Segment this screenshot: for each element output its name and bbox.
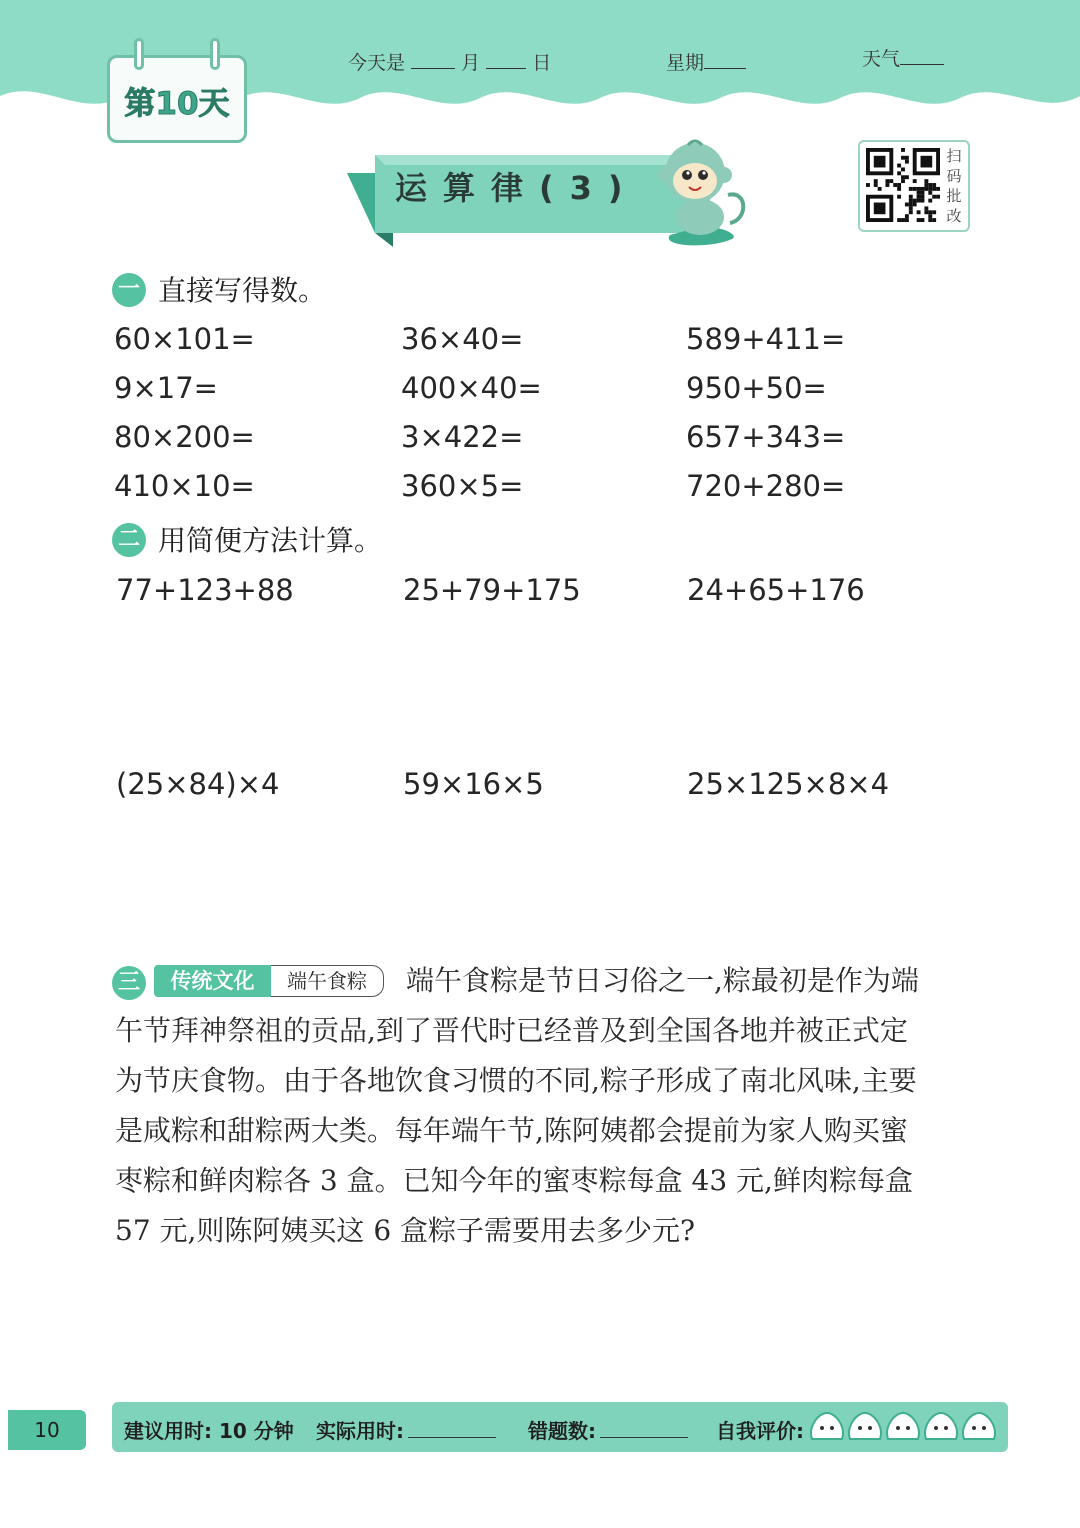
- story-line: 端午食粽是节日习俗之一,粽最初是作为端: [406, 964, 919, 997]
- section-badge: 一: [112, 273, 146, 307]
- errors-label: 错题数:: [528, 1419, 596, 1443]
- exercise-item: 3×422=: [401, 420, 524, 454]
- story-line: 57 元,则陈阿姨买这 6 盒粽子需要用去多少元?: [115, 1214, 696, 1247]
- exercise-item: 24+65+176: [687, 573, 865, 607]
- day-calendar-badge: [107, 55, 247, 143]
- calendar-ring: [134, 38, 144, 70]
- calendar-ring: [210, 38, 220, 70]
- actual-time-blank[interactable]: [408, 1423, 496, 1438]
- exercise-item: 25×125×8×4: [687, 767, 890, 801]
- date-blank[interactable]: [486, 50, 526, 69]
- qr-caption-char: 码: [946, 167, 962, 185]
- today-label: 今天是: [348, 52, 406, 74]
- weather-blank[interactable]: [900, 46, 944, 65]
- culture-tag-main: 传统文化: [154, 965, 271, 997]
- weekday-label: 星期: [666, 52, 705, 74]
- month-blank[interactable]: [411, 50, 455, 69]
- exercise-item: 400×40=: [401, 371, 542, 405]
- rating-face-icon[interactable]: [884, 1409, 922, 1445]
- rating-face-icon[interactable]: [846, 1409, 884, 1445]
- exercise-item: 59×16×5: [403, 767, 544, 801]
- story-line: 枣粽和鲜肉粽各 3 盒。已知今年的蜜枣粽每盒 43 元,鲜肉粽每盒: [115, 1164, 913, 1197]
- exercise-item: 36×40=: [401, 322, 524, 356]
- story-line: 为节庆食物。由于各地饮食习惯的不同,粽子形成了南北风味,主要: [115, 1064, 917, 1097]
- month-label: 月: [461, 52, 481, 74]
- day-label: 第10天: [124, 86, 230, 122]
- weather-field[interactable]: [862, 44, 944, 71]
- story-line: 午节拜神祭祖的贡品,到了晋代时已经普及到全国各地并被正式定: [115, 1014, 908, 1047]
- suggested-time: 建议用时: 10 分钟: [124, 1419, 294, 1443]
- exercise-item: (25×84)×4: [116, 767, 280, 801]
- exercise-item: 360×5=: [401, 469, 524, 503]
- qr-caption-char: 批: [946, 187, 962, 205]
- rating-face-icon[interactable]: [808, 1409, 846, 1445]
- rating-face-icon[interactable]: [960, 1409, 998, 1445]
- exercise-item: 60×101=: [114, 322, 255, 356]
- page-title: 运算律(3): [395, 169, 639, 207]
- qr-code-icon[interactable]: [866, 148, 940, 226]
- actual-time-label: 实际用时:: [316, 1419, 404, 1443]
- date-label: 日: [532, 52, 552, 74]
- weather-label: 天气: [862, 48, 901, 70]
- exercise-item: 25+79+175: [403, 573, 581, 607]
- rating-face-icon[interactable]: [922, 1409, 960, 1445]
- errors-field[interactable]: [528, 1415, 688, 1444]
- exercise-item: 80×200=: [114, 420, 255, 454]
- weekday-field[interactable]: [666, 48, 746, 75]
- monkey-mascot-icon: [650, 135, 750, 250]
- story-line: 是咸粽和甜粽两大类。每年端午节,陈阿姨都会提前为家人购买蜜: [115, 1114, 908, 1147]
- exercise-item: 589+411=: [686, 322, 846, 356]
- errors-blank[interactable]: [600, 1423, 688, 1438]
- qr-code-card[interactable]: [858, 140, 970, 232]
- page-number: 10: [8, 1410, 86, 1450]
- exercise-item: 950+50=: [686, 371, 827, 405]
- section-title: 用简便方法计算。: [158, 524, 383, 557]
- qr-caption: [944, 146, 964, 226]
- section-title: 直接写得数。: [158, 274, 327, 307]
- weekday-blank[interactable]: [704, 50, 746, 69]
- exercise-item: 9×17=: [114, 371, 218, 405]
- culture-tag-sub: 端午食粽: [271, 965, 384, 997]
- section-badge: 二: [112, 523, 146, 557]
- exercise-item: 657+343=: [686, 420, 846, 454]
- qr-caption-char: 扫: [946, 147, 962, 165]
- exercise-item: 77+123+88: [116, 573, 294, 607]
- exercise-item: 720+280=: [686, 469, 846, 503]
- section-badge: 三: [112, 966, 146, 1000]
- qr-caption-char: 改: [946, 207, 962, 225]
- actual-time-field[interactable]: [316, 1415, 496, 1444]
- self-eval-label: 自我评价:: [716, 1419, 804, 1443]
- exercise-item: 410×10=: [114, 469, 255, 503]
- date-field[interactable]: [348, 48, 551, 75]
